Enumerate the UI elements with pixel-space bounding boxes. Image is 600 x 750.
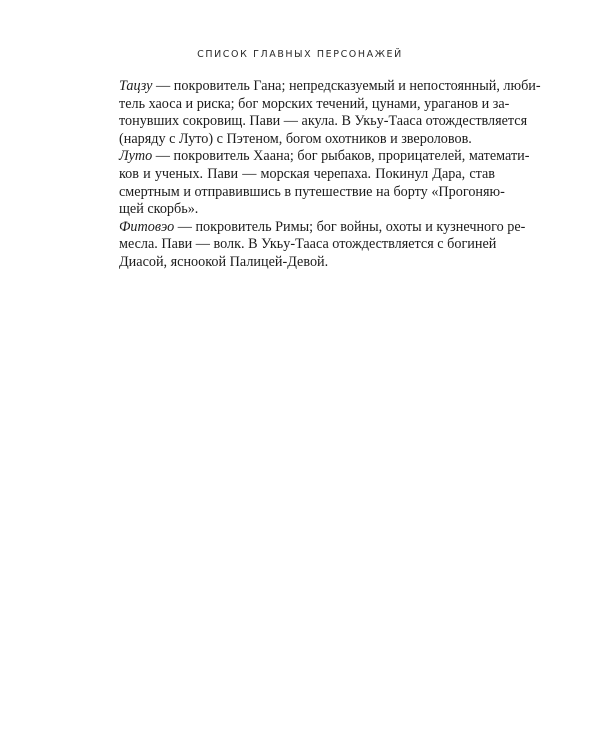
text-fragment: — покровитель Римы; бог войны, охоты и кузнечного ре- [174, 218, 526, 235]
entry-luto [119, 148, 530, 218]
text-line: щей скорбь». [119, 201, 199, 218]
text-body [119, 78, 541, 272]
deity-name: Тацзу [119, 78, 153, 94]
text-line: (наряду с Луто) с Пэтеном, богом охотников и звероловов. [119, 130, 472, 147]
deity-name: Фитовэо [119, 218, 175, 235]
text-line: тель хаоса и риска; бог морских течений, цунами, ураганов и за- [119, 95, 510, 112]
text-line [119, 218, 526, 237]
text-line: Диасой, ясноокой Палицей-Девой. [119, 253, 329, 270]
text-fragment: — покровитель Гана; непредсказуемый и непостоянный, люби- [152, 78, 541, 94]
deity-name: Луто [119, 148, 153, 165]
entry-tatsu [119, 78, 541, 148]
running-head: СПИСОК ГЛАВНЫХ ПЕРСОНАЖЕЙ [197, 49, 403, 60]
entry-fithoweo [119, 218, 526, 272]
text-line: тонувших сокровищ. Пави — акула. В Укьу-Тааса отождествляется [119, 113, 528, 130]
text-line: месла. Пави — волк. В Укьу-Тааса отождествляется с богиней [119, 236, 497, 253]
text-line: смертным и отправившись в путешествие на борту «Прогоняю- [119, 183, 505, 200]
text-line [119, 78, 541, 96]
text-line [119, 148, 530, 166]
text-fragment: — покровитель Хаана; бог рыбаков, прорицателей, математи- [152, 148, 530, 165]
text-line: ков и ученых. Пави — морская черепаха. Покинул Дара, став [119, 165, 495, 182]
